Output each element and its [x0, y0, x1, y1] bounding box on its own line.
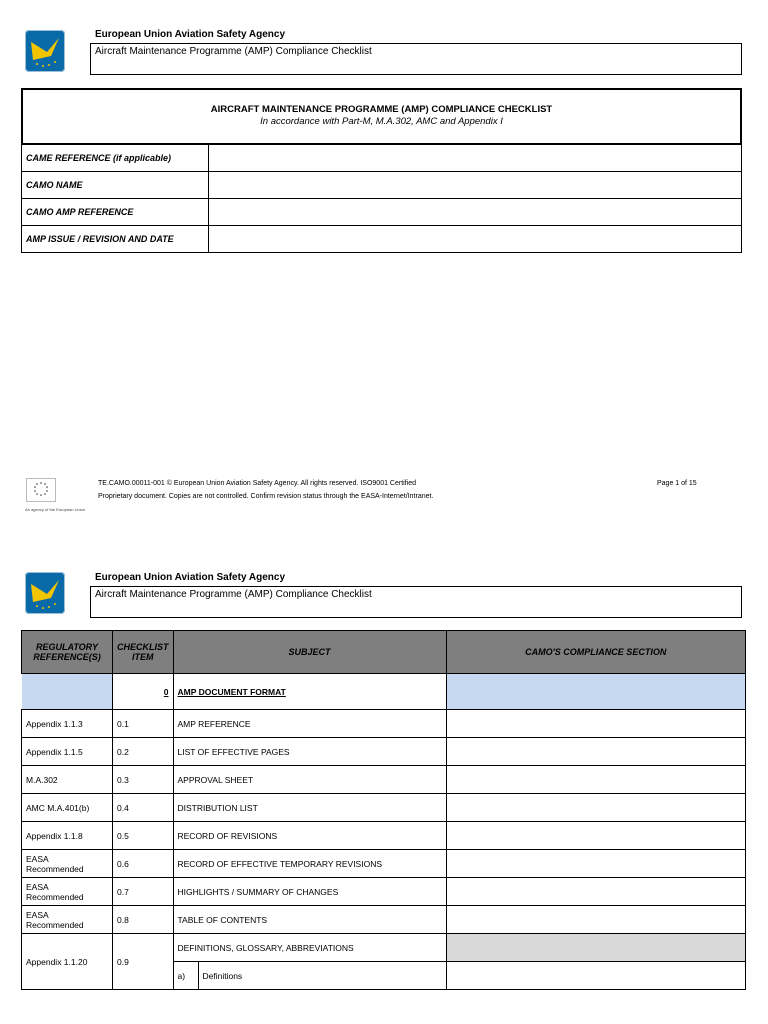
row-subject: LIST OF EFFECTIVE PAGES	[173, 738, 446, 766]
table-row	[22, 766, 746, 794]
table-row	[22, 738, 746, 766]
table-row	[22, 878, 746, 906]
row-ref: EASA Recommended	[22, 878, 113, 906]
eu-flag-icon	[26, 478, 56, 502]
row-ref: Appendix 1.1.5	[22, 738, 113, 766]
row-item: 0.2	[113, 738, 174, 766]
section-ref	[22, 674, 113, 710]
doc-title-box	[90, 43, 742, 75]
section-compliance	[446, 674, 746, 710]
sub-item-letter: a)	[174, 962, 199, 989]
row-compliance[interactable]	[446, 822, 746, 850]
col-header: REGULATORY REFERENCE(S)	[22, 631, 113, 674]
row-item: 0.3	[113, 766, 174, 794]
row-compliance[interactable]	[446, 962, 746, 990]
field-value[interactable]	[209, 172, 742, 199]
table-row	[22, 906, 746, 934]
section-row	[22, 674, 746, 710]
table-row	[22, 934, 746, 962]
row-ref: Appendix 1.1.20	[22, 934, 113, 990]
row-subject: DEFINITIONS, GLOSSARY, ABBREVIATIONS	[173, 934, 446, 962]
field-value[interactable]	[209, 226, 742, 253]
row-item: 0.1	[113, 710, 174, 738]
row-subject: TABLE OF CONTENTS	[173, 906, 446, 934]
row-compliance[interactable]	[446, 850, 746, 878]
row-subject-split	[173, 962, 446, 990]
main-heading: AIRCRAFT MAINTENANCE PROGRAMME (AMP) COMPLIANCE CHECKLIST	[210, 104, 553, 115]
row-item: 0.6	[113, 850, 174, 878]
row-subject: AMP REFERENCE	[173, 710, 446, 738]
info-row	[22, 172, 742, 199]
row-subject: HIGHLIGHTS / SUMMARY OF CHANGES	[173, 878, 446, 906]
col-header: CHECKLIST ITEM	[113, 631, 174, 674]
section-item: 0	[113, 674, 174, 710]
table-row	[22, 794, 746, 822]
footer-line-1: TE.CAMO.00011-001 © European Union Aviation Safety Agency. All rights reserved. ISO9001 Certified	[98, 480, 416, 487]
field-label: CAMO AMP REFERENCE	[22, 199, 209, 226]
easa-logo	[25, 30, 65, 72]
table-header	[22, 631, 746, 674]
row-item: 0.8	[113, 906, 174, 934]
row-subject: RECORD OF EFFECTIVE TEMPORARY REVISIONS	[173, 850, 446, 878]
agency-name: European Union Aviation Safety Agency	[95, 572, 286, 583]
row-compliance[interactable]	[446, 906, 746, 934]
info-row	[22, 199, 742, 226]
table-row	[22, 850, 746, 878]
row-compliance[interactable]	[446, 878, 746, 906]
col-header: SUBJECT	[173, 631, 446, 674]
field-label: CAMO NAME	[22, 172, 209, 199]
info-row	[22, 226, 742, 253]
section-subject-text: AMP DOCUMENT FORMAT	[177, 686, 286, 697]
field-value[interactable]	[209, 199, 742, 226]
footer-text	[98, 477, 433, 503]
col-header: CAMO'S COMPLIANCE SECTION	[446, 631, 746, 674]
row-ref: AMC M.A.401(b)	[22, 794, 113, 822]
sub-heading: In accordance with Part-M, M.A.302, AMC and Appendix I	[260, 116, 503, 127]
row-ref: M.A.302	[22, 766, 113, 794]
page-number: Page 1 of 15	[657, 480, 697, 487]
sub-item-table	[174, 962, 446, 989]
info-row	[22, 145, 742, 172]
doc-title: Aircraft Maintenance Programme (AMP) Compliance Checklist	[95, 589, 372, 600]
row-compliance-shaded	[446, 934, 746, 962]
row-item: 0.9	[113, 934, 174, 990]
field-label: AMP ISSUE / REVISION AND DATE	[22, 226, 209, 253]
field-value[interactable]	[209, 145, 742, 172]
row-ref: EASA Recommended	[22, 906, 113, 934]
agency-name: European Union Aviation Safety Agency	[95, 29, 286, 40]
row-subject: RECORD OF REVISIONS	[173, 822, 446, 850]
row-item: 0.5	[113, 822, 174, 850]
easa-logo	[25, 572, 65, 614]
checklist-heading	[21, 88, 742, 144]
row-ref: Appendix 1.1.3	[22, 710, 113, 738]
row-compliance[interactable]	[446, 794, 746, 822]
checklist-table	[21, 630, 746, 990]
section-subject	[173, 674, 446, 710]
field-label: CAME REFERENCE (if applicable)	[22, 145, 209, 172]
eu-caption: An agency of the European Union	[25, 507, 86, 512]
row-subject: APPROVAL SHEET	[173, 766, 446, 794]
sub-item-row	[174, 962, 446, 989]
row-item: 0.4	[113, 794, 174, 822]
footer-line-2: Proprietary document. Copies are not controlled. Confirm revision status through the EASA-Internet/Intranet.	[98, 493, 434, 500]
row-ref: Appendix 1.1.8	[22, 822, 113, 850]
doc-title-box	[90, 586, 742, 618]
row-compliance[interactable]	[446, 710, 746, 738]
row-ref: EASA Recommended	[22, 850, 113, 878]
sub-item-subject: Definitions	[202, 970, 243, 981]
table-row	[22, 710, 746, 738]
row-item: 0.7	[113, 878, 174, 906]
doc-title: Aircraft Maintenance Programme (AMP) Compliance Checklist	[95, 46, 372, 57]
row-compliance[interactable]	[446, 766, 746, 794]
row-compliance[interactable]	[446, 738, 746, 766]
table-row	[22, 822, 746, 850]
row-subject: DISTRIBUTION LIST	[173, 794, 446, 822]
info-table	[21, 144, 742, 253]
